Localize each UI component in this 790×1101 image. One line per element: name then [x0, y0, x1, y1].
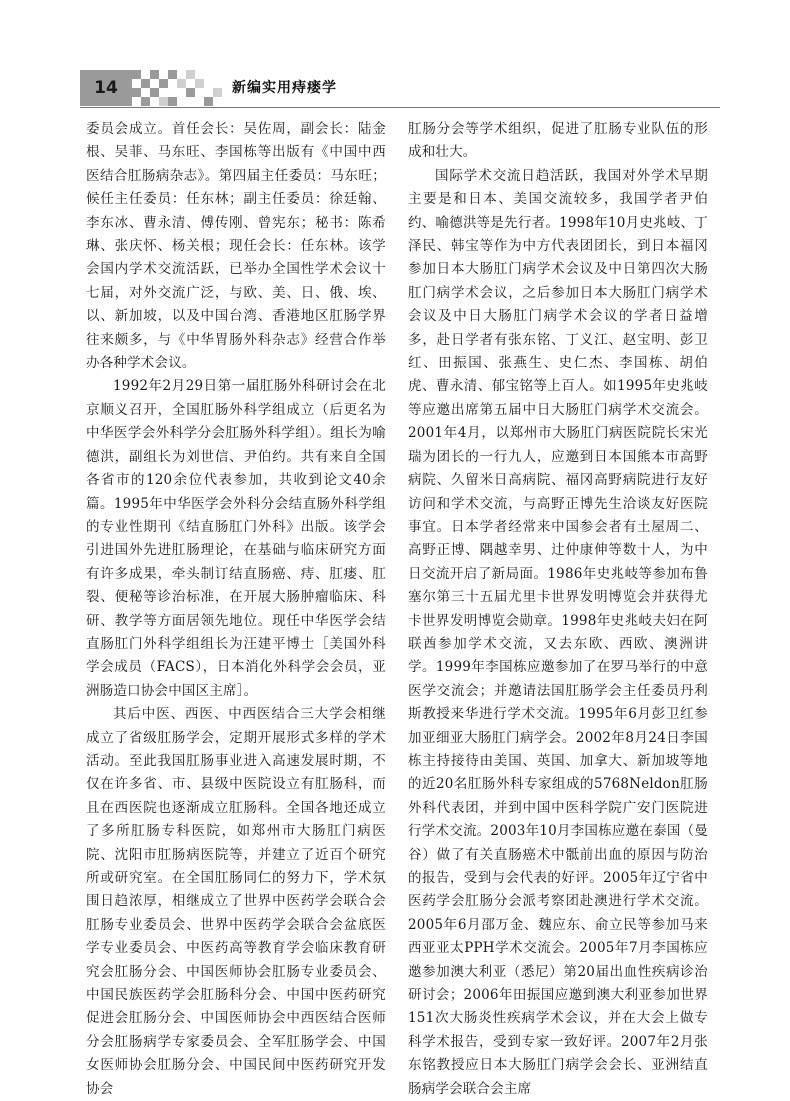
running-header	[80, 70, 720, 106]
paragraph: 委员会成立。首任会长：吴佐周，副会长：陆金根、吴菲、马东旺、李国栋等出版有《中国中西医结合肛肠病杂志》。第四届主任委员：马东旺；候任主任委员：任东林；副主任委员：徐廷翰、李东冰、曹永清、傅传刚、曾宪东；秘书：陈希琳、张庆怀、杨关根；现任会长：任东林。该学会国内学术交流活跃，已举办全国性学术会议十七届，对外交流广泛，与欧、美、日、俄、埃、以、新加坡，以及中国台湾、香港地区肛肠学界往来颇多，与《中华胃肠外科杂志》经营合作举办各种学术会议。	[86, 121, 386, 372]
right-column	[408, 118, 708, 1101]
paragraph: 肛肠分会等学术组织，促进了肛肠专业队伍的形成和壮大。	[408, 121, 708, 161]
left-column	[86, 118, 386, 1101]
book-title: 新编实用痔瘘学	[232, 80, 337, 96]
paragraph: 1992年2月29日第一届肛肠外科研讨会在北京顺义召开，全国肛肠外科学组成立（后更名为中华医学会外科学分会肛肠外科学组）。组长为喻德洪，副组长为刘世信、尹伯约。共有来自全国各省市的120余位代表参加，共收到论文40余篇。1995年中华医学会外科分会结直肠外科学组的专业性期刊《结直肠肛门外科》出版。该学会引进国外先进肛肠理论，在基础与临床研究方面有许多成果，牵头制订结直肠癌、痔、肛瘘、肛裂、便秘等诊治标准，在开展大肠肿瘤临床、科研、教学等方面居领先地位。现任中华医学会结直肠肛门外科学组组长为汪建平博士［美国外科学会成员（FACS），日本消化外科学会会员，亚洲肠造口协会中国区主席］。	[86, 378, 386, 699]
paragraph: 国际学术交流日趋活跃，我国对外学术早期主要是和日本、美国交流较多，我国学者尹伯约、喻德洪等是先行者。1998年10月史兆岐、丁泽民、韩宝等作为中方代表团团长，到日本福冈参加日本大肠肛门病学术会议及中日第四次大肠肛门病学术会议，之后参加日本大肠肛门病学术会议及中日大肠肛门病学术会议的学者日益增多，赴日学者有张东铭、丁义江、赵宝明、彭卫红、田振国、张燕生、史仁杰、李国栋、胡伯虎、曹永清、郁宝铭等上百人。如1995年史兆岐等应邀出席第五届中日大肠肛门病学术交流会。2001年4月，以郑州市大肠肛门病医院院长宋光瑞为团长的一行九人，应邀到日本国熊本市高野病院、久留米日高病院、福冈高野病院进行友好访问和学术交流，与高野正博先生洽谈友好医院事宜。日本学者经常来中国参会者有土屋周二、高野正博、隅越幸男、辻仲康伸等数十人，为中日交流开启了新局面。1986年史兆岐等参加布鲁塞尔第三十五届尤里卡世界发明博览会并获得尤卡世界发明博览会勋章。1998年史兆岐夫妇在阿联酋参加学术交流，又去东欧、西欧、澳洲讲学。1999年李国栋应邀参加了在罗马举行的中意医学交流会；并邀请法国肛肠学会主任委员丹利斯教授来华进行学术交流。1995年6月彭卫红参加亚细亚大肠肛门病学会。2002年8月24日李国栋主持接待由美国、英国、加拿大、新加坡等地的近20名肛肠外科专家组成的5768Neldon肛肠外科代表团，并到中国中医科学院广安门医院进行学术交流。2003年10月李国栋应邀在泰国（曼谷）做了有关直肠癌术中骶前出血的原因与防治的报告，受到与会代表的好评。2005年辽宁省中医药学会肛肠分会派考察团赴澳进行学术交流。2005年6月邵万金、魏应东、俞立民等参加马来西亚亚太PPH学术交流会。2005年7月李国栋应邀参加澳大利亚（悉尼）第20届出血性疾病诊治研讨会；2006年田振国应邀到澳大利亚参加世界151次大肠炎性疾病学术会议，并在大会上做专科学术报告，受到专家一致好评。2007年2月张东铭教授应日本大肠肛门病学会会长、亚洲结直肠病学会联合会主席	[408, 167, 708, 1097]
decorative-checker-pattern	[132, 70, 224, 106]
page-number: 14	[80, 70, 132, 106]
header-divider	[80, 107, 720, 108]
paragraph: 其后中医、西医、中西医结合三大学会相继成立了省级肛肠学会，定期开展形式多样的学术活动。至此我国肛肠事业进入高速发展时期，不仅在许多省、市、县级中医院设立有肛肠科，而且在西医院也逐渐成立肛肠科。全国各地还成立了多所肛肠专科医院，如郑州市大肠肛门病医院、沈阳市肛肠病医院等，并建立了近百个研究所或研究室。在全国肛肠同仁的努力下，学术氛围日趋浓厚，相继成立了世界中医药学会联合会肛肠专业委员会、世界中医药学会联合会盆底医学专业委员会、中医药高等教育学会临床教育研究会肛肠分会、中国医师协会肛肠专业委员会、中国民族医药学会肛肠科分会、中国中医药研究促进会肛肠分会、中国医师协会中西医结合医师分会肛肠病学专家委员会、全军肛肠学会、中国女医师协会肛肠分会、中国民间中医药研究开发协会	[86, 706, 386, 1097]
